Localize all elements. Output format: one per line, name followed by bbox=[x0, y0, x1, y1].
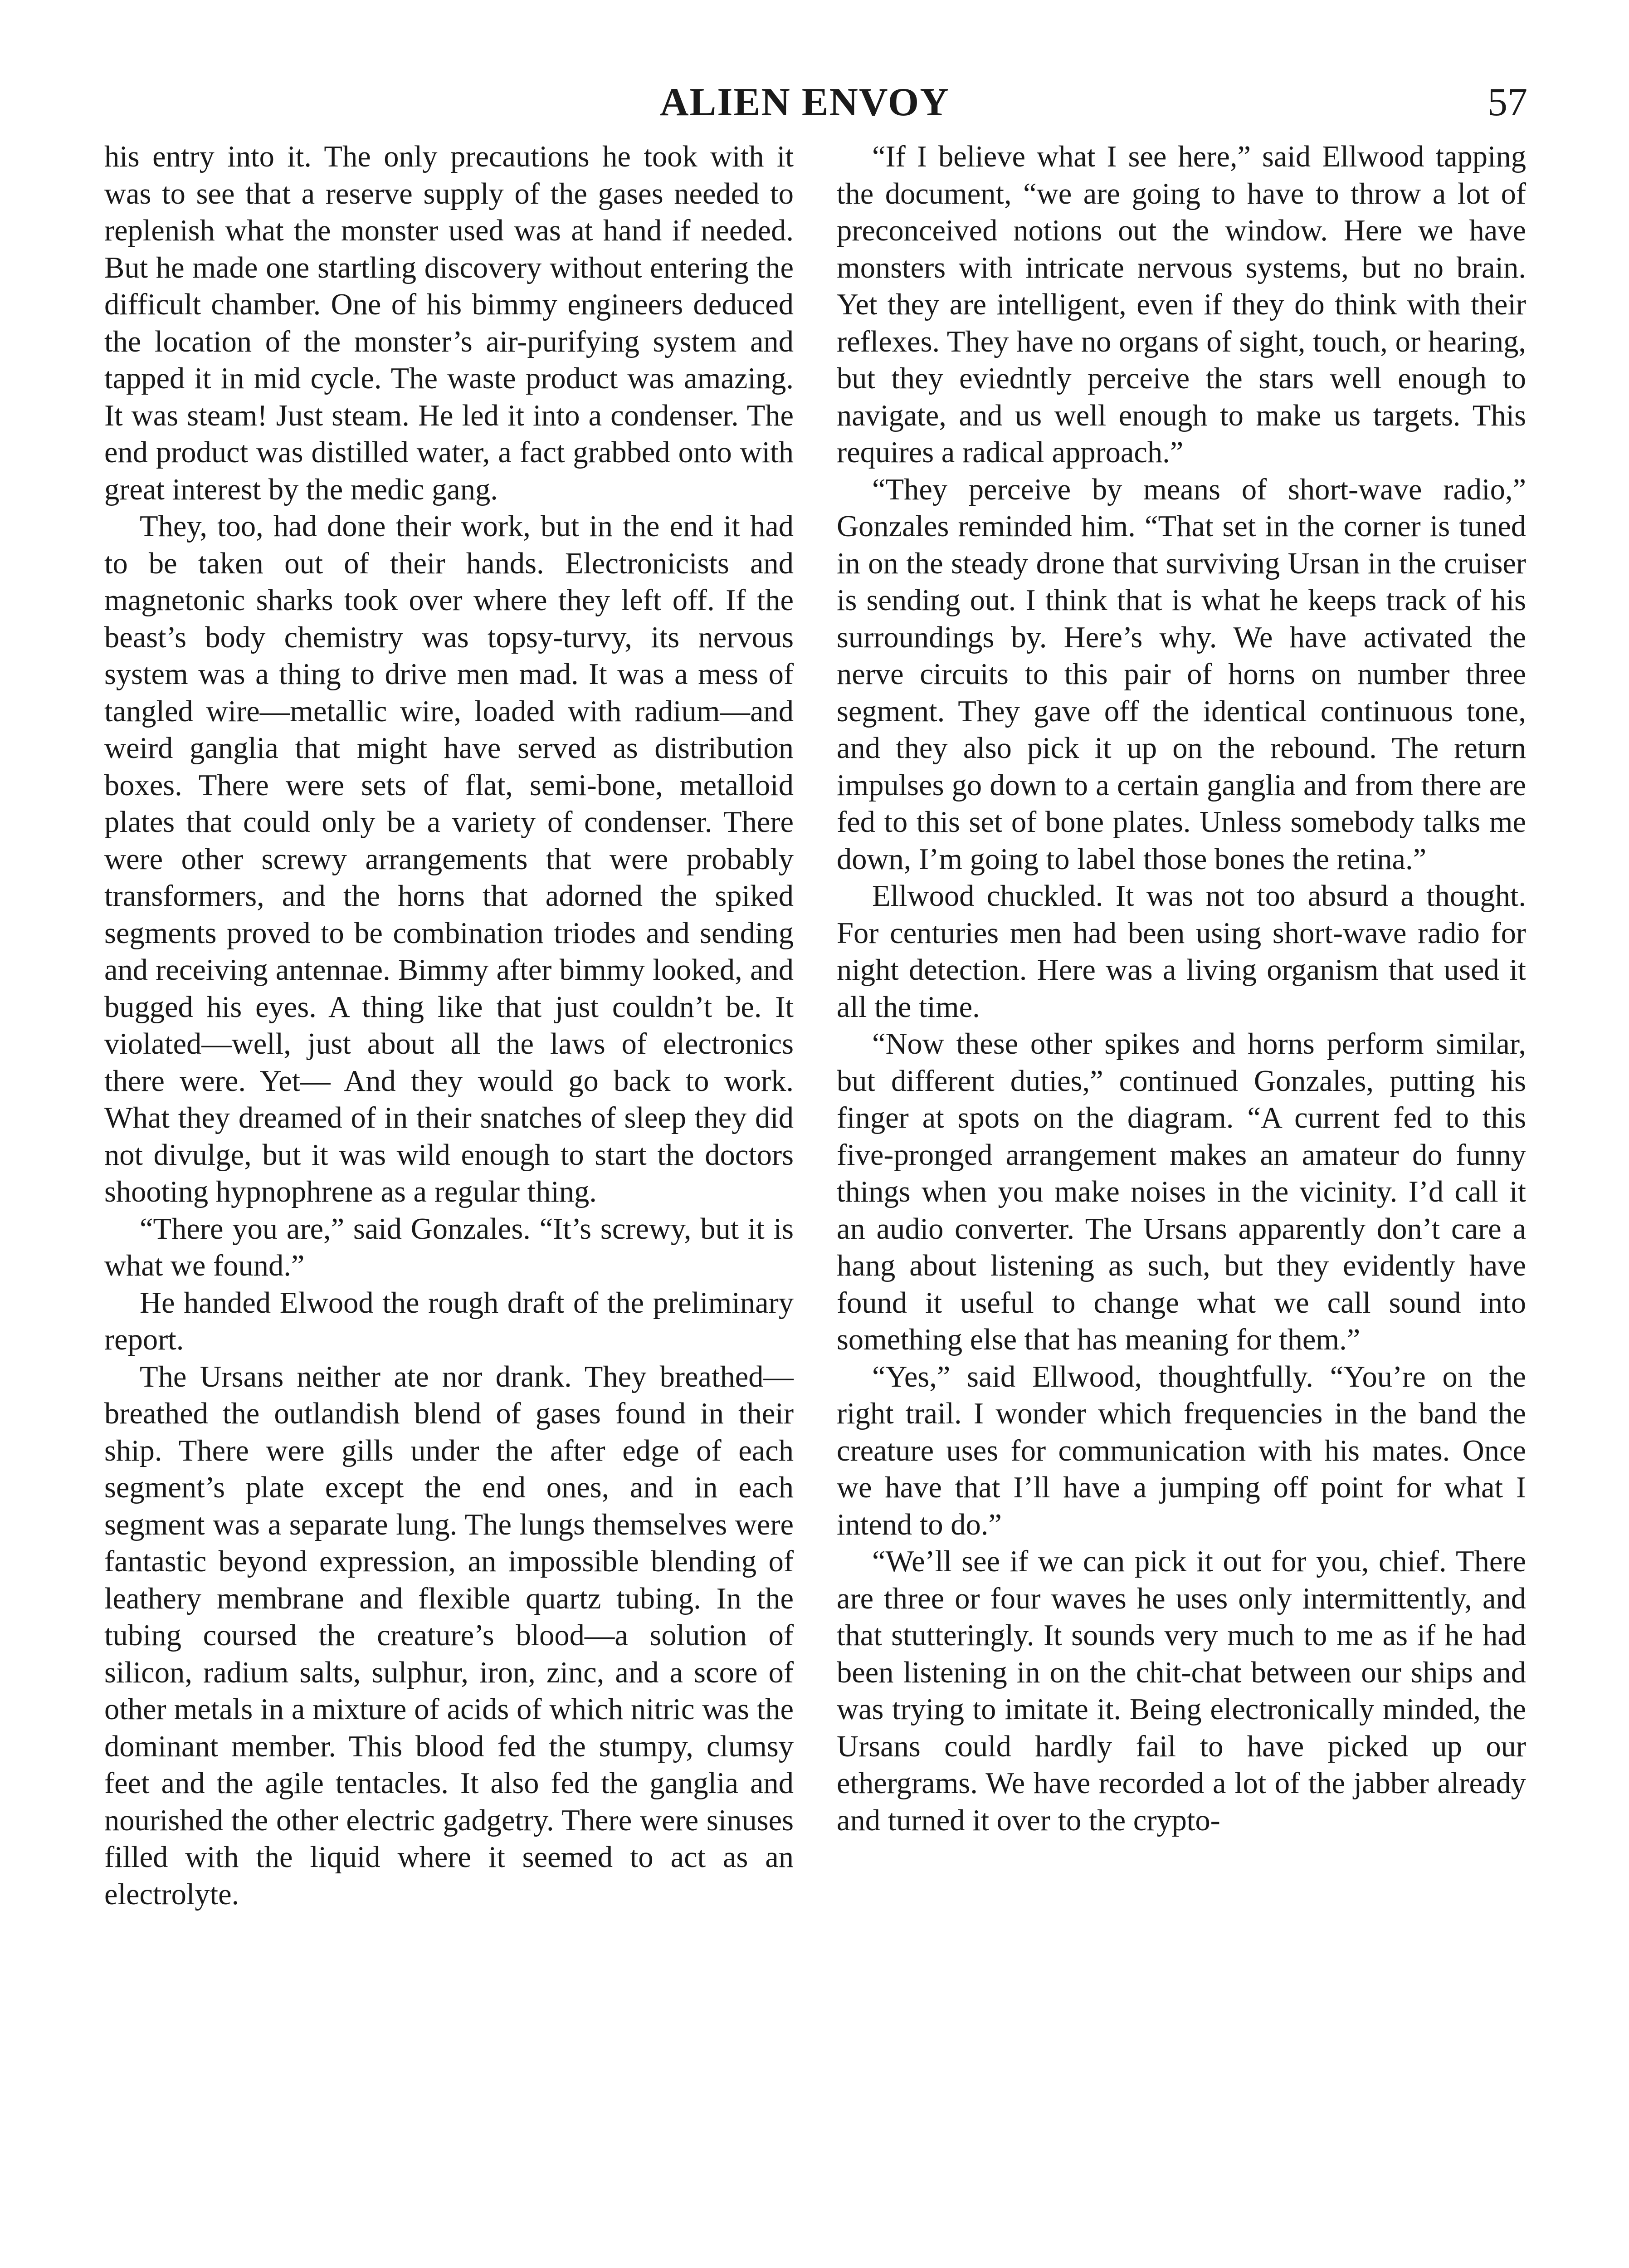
paragraph: “If I believe what I see here,” said Ellwood tapping the document, “we are going to have to throw a lot of preconceived notions out the window. Here we have monsters with intricate nervous systems, but no brain. Yet they are intelligent, even if they do think with their reflexes. They have no organs of sight, touch, or hearing, but they eviedntly perceive the stars well enough to navigate, and us well enough to make us targets. This requires a radical approach.” bbox=[837, 140, 1526, 469]
paragraph: “Now these other spikes and horns perform similar, but different duties,” continued Gonzales, putting his finger at spots on the diagram. “A current fed to this five-pronged arrangement makes an amateur do funny things when you make noises in the vicinity. I’d call it an audio converter. The Ursans apparently don’t care a hang about listening as such, but they evidently have found it useful to change what we call sound into something else that has meaning for them.” bbox=[837, 1027, 1526, 1356]
running-title: ALIEN ENVOY bbox=[660, 80, 950, 124]
paragraph: his entry into it. The only precautions he took with it was to see that a reserve supply of the gases needed to replenish what the monster used was at hand if needed. But he made one startling discovery without entering the difficult chamber. One of his bimmy engineers deduced the location of the monster’s air-purifying system and tapped it in mid cycle. The waste product was amazing. It was steam! Just steam. He led it into a condenser. The end product was distilled water, a fact grabbed onto with great interest by the medic gang. bbox=[104, 140, 794, 506]
paragraph: “There you are,” said Gonzales. “It’s screwy, but it is what we found.” bbox=[104, 1212, 794, 1282]
left-column bbox=[104, 138, 794, 1913]
paragraph: “We’ll see if we can pick it out for you, chief. There are three or four waves he uses only intermittently, and that stutteringly. It sounds very much to me as if he had been listening in on the chit-chat between our ships and was trying to imitate it. Being electronically minded, the Ursans could hardly fail to have picked up our ethergrams. We have recorded a lot of the jabber already and turned it over to the crypto- bbox=[837, 1545, 1526, 1837]
paragraph: He handed Elwood the rough draft of the preliminary report. bbox=[104, 1286, 794, 1356]
paragraph: “They perceive by means of short-wave radio,” Gonzales reminded him. “That set in the corner is tuned in on the steady drone that surviving Ursan in the cruiser is sending out. I think that is what he keeps track of his surroundings by. Here’s why. We have activated the nerve circuits to this pair of horns on number three segment. They gave off the identical continuous tone, and they also pick it up on the rebound. The return impulses go down to a certain ganglia and from there are fed to this set of bone plates. Unless somebody talks me down, I’m going to label those bones the retina.” bbox=[837, 473, 1526, 876]
paragraph: The Ursans neither ate nor drank. They breathed—breathed the outlandish blend of gases found in their ship. There were gills under the after edge of each segment’s plate except the end ones, and in each segment was a separate lung. The lungs themselves were fantastic beyond expression, an impossible blending of leathery membrane and flexible quartz tubing. In the tubing coursed the creature’s blood—a solution of silicon, radium salts, sulphur, iron, zinc, and a score of other metals in a mixture of acids of which nitric was the dominant member. This blood fed the stumpy, clumsy feet and the agile tentacles. It also fed the ganglia and nourished the other electric gadgetry. There were sinuses filled with the liquid where it seemed to act as an electrolyte. bbox=[104, 1360, 794, 1911]
paragraph: Ellwood chuckled. It was not too absurd a thought. For centuries men had been using short-wave radio for night detection. Here was a living organism that used it all the time. bbox=[837, 880, 1526, 1024]
paragraph: They, too, had done their work, but in the end it had to be taken out of their hands. Electronicists and magnetonic sharks took over where they left off. If the beast’s body chemistry was topsy-turvy, its nervous system was a thing to drive men mad. It was a mess of tangled wire—metallic wire, loaded with radium—and weird ganglia that might have served as distribution boxes. There were sets of flat, semi-bone, metalloid plates that could only be a variety of condenser. There were other screwy arrangements that were probably transformers, and the horns that adorned the spiked segments proved to be combination triodes and sending and receiving antennae. Bimmy after bimmy looked, and bugged his eyes. A thing like that just couldn’t be. It violated—well, just about all the laws of electronics there were. Yet— And they would go back to work. What they dreamed of in their snatches of sleep they did not divulge, but it was wild enough to start the doctors shooting hypnophrene as a regular thing. bbox=[104, 510, 794, 1208]
right-column bbox=[837, 138, 1526, 1839]
page-number: 57 bbox=[1488, 80, 1527, 124]
paragraph: “Yes,” said Ellwood, thoughtfully. “You’re on the right trail. I wonder which frequencies in the band the creature uses for communication with his mates. Once we have that I’ll have a jumping off point for what I intend to do.” bbox=[837, 1360, 1526, 1541]
page-header bbox=[0, 79, 1629, 129]
